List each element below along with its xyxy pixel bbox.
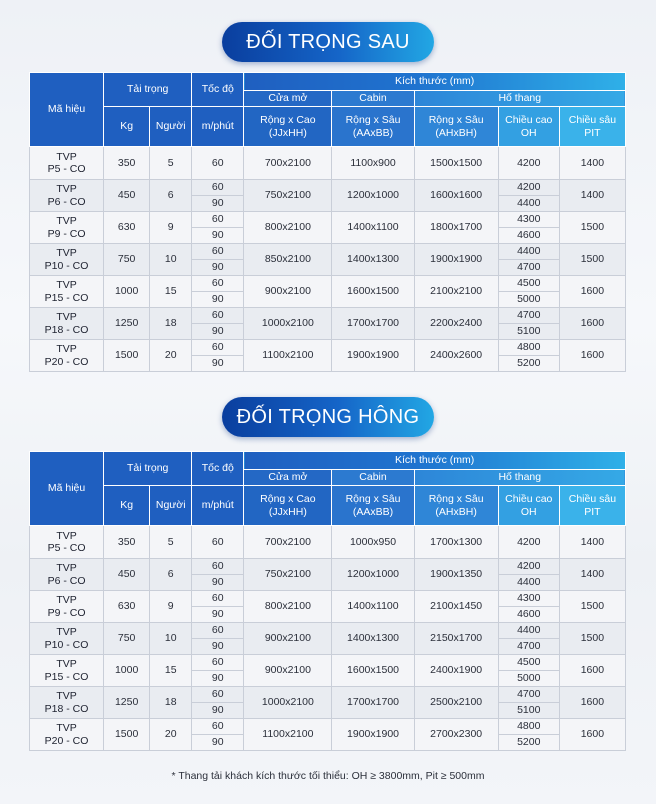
col-header-cabin-size [332, 107, 414, 147]
model-line1: TVP [56, 343, 77, 356]
cell-kg: 630 [104, 212, 150, 244]
cell-kg: 1000 [104, 655, 150, 687]
cell-overhead: 4400 [498, 196, 559, 212]
cell-overhead: 4600 [498, 607, 559, 623]
table-row [30, 559, 626, 575]
cabin-size-line2: (AAxBB) [352, 505, 394, 518]
cell-speed: 90 [192, 639, 244, 655]
cell-door-size: 1100x2100 [244, 719, 332, 751]
cell-cabin-size: 1400x1300 [332, 244, 414, 276]
col-header-door: Cửa mở [244, 470, 332, 486]
table-row [30, 276, 626, 292]
cell-overhead: 4200 [498, 147, 559, 180]
spec-table-side-counterweight [29, 451, 626, 751]
cell-cabin-size: 1700x1700 [332, 308, 414, 340]
cell-model [30, 526, 104, 559]
pit-line2: PIT [584, 126, 601, 139]
model-line1: TVP [56, 247, 77, 260]
cell-pit: 1500 [559, 212, 625, 244]
cell-door-size: 850x2100 [244, 244, 332, 276]
cell-pit: 1600 [559, 276, 625, 308]
cell-pit: 1400 [559, 526, 625, 559]
cell-persons: 9 [150, 212, 192, 244]
cell-speed: 60 [192, 623, 244, 639]
cell-kg: 1500 [104, 340, 150, 372]
cell-shaft-size: 2400x2600 [414, 340, 498, 372]
cell-kg: 1500 [104, 719, 150, 751]
model-line1: TVP [56, 529, 77, 542]
cell-overhead: 4800 [498, 719, 559, 735]
cell-speed: 90 [192, 228, 244, 244]
door-size-line2: (JJxHH) [268, 505, 307, 518]
model-line1: TVP [56, 562, 77, 575]
cell-overhead: 4500 [498, 276, 559, 292]
model-line2: P10 - CO [44, 638, 89, 651]
shaft-size-line2: (AHxBH) [435, 126, 477, 139]
col-header-shaft-size [414, 486, 498, 526]
cell-door-size: 750x2100 [244, 180, 332, 212]
cell-shaft-size: 1500x1500 [414, 147, 498, 180]
table-row [30, 340, 626, 356]
cell-cabin-size: 1900x1900 [332, 340, 414, 372]
cell-shaft-size: 2100x2100 [414, 276, 498, 308]
model-line1: TVP [56, 279, 77, 292]
cell-shaft-size: 1700x1300 [414, 526, 498, 559]
model-line1: TVP [56, 150, 77, 163]
cell-overhead: 4600 [498, 228, 559, 244]
model-line2: P20 - CO [44, 355, 89, 368]
cell-overhead: 4300 [498, 591, 559, 607]
col-header-load: Tải trọng [104, 452, 192, 486]
table-row [30, 591, 626, 607]
overhead-line1: Chiều cao [505, 114, 553, 127]
cell-model [30, 180, 104, 212]
model-line1: TVP [56, 658, 77, 671]
cell-cabin-size: 1200x1000 [332, 180, 414, 212]
col-header-dimensions: Kích thước (mm) [244, 452, 626, 470]
cell-overhead: 4700 [498, 687, 559, 703]
model-line1: TVP [56, 594, 77, 607]
section-title-side-counterweight: ĐỐI TRỌNG HÔNG [222, 397, 434, 437]
cell-speed: 90 [192, 356, 244, 372]
cell-pit: 1600 [559, 687, 625, 719]
cell-overhead: 5100 [498, 324, 559, 340]
col-header-model: Mã hiệu [30, 73, 104, 147]
section-title-rear-counterweight: ĐỐI TRỌNG SAU [222, 22, 434, 62]
col-header-dimensions: Kích thước (mm) [244, 73, 626, 91]
overhead-line2: OH [520, 126, 537, 139]
cell-speed: 60 [192, 719, 244, 735]
cabin-size-line1: Rộng x Sâu [345, 493, 401, 506]
model-line2: P15 - CO [44, 291, 89, 304]
col-header-overhead [498, 107, 559, 147]
cell-persons: 10 [150, 244, 192, 276]
col-header-cabin-size [332, 486, 414, 526]
cell-speed: 60 [192, 212, 244, 228]
table-row [30, 212, 626, 228]
model-line2: P10 - CO [44, 259, 89, 272]
cell-door-size: 800x2100 [244, 591, 332, 623]
col-header-kg: Kg [104, 107, 150, 147]
model-line1: TVP [56, 626, 77, 639]
cell-overhead: 5000 [498, 292, 559, 308]
cell-overhead: 4200 [498, 559, 559, 575]
col-header-door-size [244, 486, 332, 526]
col-header-speed: Tốc độ [192, 452, 244, 486]
cell-persons: 6 [150, 559, 192, 591]
model-line2: P6 - CO [47, 195, 86, 208]
table-body [30, 526, 626, 751]
header-row [30, 452, 626, 470]
model-line2: P18 - CO [44, 702, 89, 715]
cell-cabin-size: 1400x1100 [332, 212, 414, 244]
overhead-line1: Chiều cao [505, 493, 553, 506]
cell-model [30, 276, 104, 308]
cell-overhead: 4200 [498, 526, 559, 559]
cell-model [30, 623, 104, 655]
col-header-load: Tải trọng [104, 73, 192, 107]
cell-pit: 1400 [559, 180, 625, 212]
cell-shaft-size: 2700x2300 [414, 719, 498, 751]
cell-cabin-size: 1400x1300 [332, 623, 414, 655]
col-header-m-per-min: m/phút [192, 486, 244, 526]
cell-persons: 18 [150, 687, 192, 719]
model-line2: P6 - CO [47, 574, 86, 587]
header-row [30, 486, 626, 526]
cell-model [30, 244, 104, 276]
col-header-kg: Kg [104, 486, 150, 526]
table-row [30, 180, 626, 196]
cell-speed: 60 [192, 687, 244, 703]
cell-overhead: 4500 [498, 655, 559, 671]
table-row [30, 719, 626, 735]
cell-door-size: 900x2100 [244, 276, 332, 308]
cell-speed: 60 [192, 655, 244, 671]
col-header-shaft: Hố thang [414, 470, 625, 486]
door-size-line1: Rộng x Cao [260, 114, 316, 127]
cell-shaft-size: 2500x2100 [414, 687, 498, 719]
table-row [30, 244, 626, 260]
door-size-line1: Rộng x Cao [260, 493, 316, 506]
cell-cabin-size: 1100x900 [332, 147, 414, 180]
cell-door-size: 900x2100 [244, 623, 332, 655]
cell-door-size: 1000x2100 [244, 687, 332, 719]
cell-shaft-size: 1900x1350 [414, 559, 498, 591]
shaft-size-line1: Rộng x Sâu [428, 114, 484, 127]
cell-shaft-size: 2400x1900 [414, 655, 498, 687]
table-header [30, 452, 626, 526]
cell-speed: 90 [192, 671, 244, 687]
cell-cabin-size: 1000x950 [332, 526, 414, 559]
col-header-model: Mã hiệu [30, 452, 104, 526]
cell-persons: 5 [150, 526, 192, 559]
cell-kg: 450 [104, 559, 150, 591]
cell-persons: 18 [150, 308, 192, 340]
cell-door-size: 1100x2100 [244, 340, 332, 372]
col-header-cabin: Cabin [332, 91, 414, 107]
cell-speed: 90 [192, 703, 244, 719]
col-header-persons: Người [150, 486, 192, 526]
cell-speed: 90 [192, 324, 244, 340]
cell-speed: 60 [192, 526, 244, 559]
model-line1: TVP [56, 183, 77, 196]
cell-shaft-size: 2100x1450 [414, 591, 498, 623]
cell-pit: 1400 [559, 147, 625, 180]
col-header-cabin: Cabin [332, 470, 414, 486]
cell-model [30, 212, 104, 244]
cell-shaft-size: 1800x1700 [414, 212, 498, 244]
cell-shaft-size: 1600x1600 [414, 180, 498, 212]
cell-persons: 20 [150, 719, 192, 751]
cell-kg: 750 [104, 244, 150, 276]
cell-speed: 60 [192, 308, 244, 324]
cell-speed: 60 [192, 340, 244, 356]
cell-persons: 20 [150, 340, 192, 372]
cell-door-size: 1000x2100 [244, 308, 332, 340]
cell-model [30, 591, 104, 623]
cell-speed: 60 [192, 276, 244, 292]
table-row [30, 308, 626, 324]
cabin-size-line2: (AAxBB) [352, 126, 394, 139]
col-header-speed: Tốc độ [192, 73, 244, 107]
cell-model [30, 687, 104, 719]
cell-speed: 60 [192, 559, 244, 575]
cell-cabin-size: 1200x1000 [332, 559, 414, 591]
cell-door-size: 900x2100 [244, 655, 332, 687]
header-row [30, 107, 626, 147]
cell-kg: 1000 [104, 276, 150, 308]
cell-shaft-size: 2150x1700 [414, 623, 498, 655]
table-body [30, 147, 626, 372]
cell-door-size: 700x2100 [244, 147, 332, 180]
cell-cabin-size: 1700x1700 [332, 687, 414, 719]
cell-kg: 350 [104, 147, 150, 180]
cell-kg: 350 [104, 526, 150, 559]
header-row [30, 73, 626, 91]
pit-line1: Chiều sâu [568, 114, 617, 127]
cell-model [30, 147, 104, 180]
pit-line1: Chiều sâu [568, 493, 617, 506]
cell-overhead: 4700 [498, 639, 559, 655]
model-line2: P15 - CO [44, 670, 89, 683]
cabin-size-line1: Rộng x Sâu [345, 114, 401, 127]
cell-speed: 90 [192, 575, 244, 591]
cell-speed: 90 [192, 196, 244, 212]
overhead-line2: OH [520, 505, 537, 518]
model-line1: TVP [56, 215, 77, 228]
pit-line2: PIT [584, 505, 601, 518]
cell-overhead: 4800 [498, 340, 559, 356]
cell-pit: 1600 [559, 655, 625, 687]
cell-speed: 60 [192, 180, 244, 196]
col-header-overhead [498, 486, 559, 526]
cell-door-size: 750x2100 [244, 559, 332, 591]
cell-kg: 1250 [104, 308, 150, 340]
col-header-shaft-size [414, 107, 498, 147]
cell-cabin-size: 1900x1900 [332, 719, 414, 751]
cell-model [30, 340, 104, 372]
cell-speed: 90 [192, 735, 244, 751]
cell-overhead: 4400 [498, 575, 559, 591]
table-row [30, 147, 626, 180]
model-line1: TVP [56, 311, 77, 324]
col-header-pit [559, 486, 625, 526]
table-row [30, 687, 626, 703]
col-header-m-per-min: m/phút [192, 107, 244, 147]
table-header [30, 73, 626, 147]
model-line2: P18 - CO [44, 323, 89, 336]
cell-speed: 90 [192, 292, 244, 308]
cell-pit: 1600 [559, 340, 625, 372]
cell-kg: 750 [104, 623, 150, 655]
cell-overhead: 4400 [498, 244, 559, 260]
cell-model [30, 308, 104, 340]
cell-door-size: 800x2100 [244, 212, 332, 244]
cell-overhead: 4700 [498, 308, 559, 324]
cell-pit: 1600 [559, 719, 625, 751]
cell-shaft-size: 1900x1900 [414, 244, 498, 276]
model-line1: TVP [56, 690, 77, 703]
cell-overhead: 5200 [498, 735, 559, 751]
cell-overhead: 4200 [498, 180, 559, 196]
cell-door-size: 700x2100 [244, 526, 332, 559]
cell-speed: 60 [192, 244, 244, 260]
model-line1: TVP [56, 722, 77, 735]
cell-speed: 90 [192, 607, 244, 623]
model-line2: P5 - CO [47, 542, 86, 554]
cell-overhead: 4700 [498, 260, 559, 276]
cell-kg: 450 [104, 180, 150, 212]
cell-pit: 1500 [559, 591, 625, 623]
model-line2: P9 - CO [47, 606, 86, 619]
cell-model [30, 655, 104, 687]
table-row [30, 623, 626, 639]
cell-kg: 630 [104, 591, 150, 623]
cell-overhead: 4400 [498, 623, 559, 639]
cell-speed: 60 [192, 591, 244, 607]
cell-shaft-size: 2200x2400 [414, 308, 498, 340]
cell-overhead: 5100 [498, 703, 559, 719]
col-header-pit [559, 107, 625, 147]
door-size-line2: (JJxHH) [268, 126, 307, 139]
cell-overhead: 5000 [498, 671, 559, 687]
cell-persons: 15 [150, 655, 192, 687]
cell-model [30, 559, 104, 591]
cell-persons: 6 [150, 180, 192, 212]
model-line2: P9 - CO [47, 227, 86, 240]
cell-cabin-size: 1600x1500 [332, 655, 414, 687]
cell-cabin-size: 1600x1500 [332, 276, 414, 308]
footnote: * Thang tải khách kích thước tối thiểu: OH ≥ 3800mm, Pit ≥ 500mm [171, 770, 485, 782]
col-header-persons: Người [150, 107, 192, 147]
col-header-shaft: Hố thang [414, 91, 625, 107]
cell-persons: 15 [150, 276, 192, 308]
cell-speed: 90 [192, 260, 244, 276]
model-line2: P20 - CO [44, 734, 89, 747]
cell-speed: 60 [192, 147, 244, 180]
col-header-door-size [244, 107, 332, 147]
cell-pit: 1600 [559, 308, 625, 340]
table-row [30, 526, 626, 559]
cell-pit: 1500 [559, 244, 625, 276]
model-line2: P5 - CO [47, 163, 86, 175]
cell-persons: 5 [150, 147, 192, 180]
cell-pit: 1400 [559, 559, 625, 591]
cell-persons: 9 [150, 591, 192, 623]
cell-persons: 10 [150, 623, 192, 655]
cell-model [30, 719, 104, 751]
table-row [30, 655, 626, 671]
cell-pit: 1500 [559, 623, 625, 655]
cell-cabin-size: 1400x1100 [332, 591, 414, 623]
shaft-size-line2: (AHxBH) [435, 505, 477, 518]
spec-table-rear-counterweight [29, 72, 626, 372]
col-header-door: Cửa mở [244, 91, 332, 107]
cell-overhead: 5200 [498, 356, 559, 372]
cell-overhead: 4300 [498, 212, 559, 228]
cell-kg: 1250 [104, 687, 150, 719]
shaft-size-line1: Rộng x Sâu [428, 493, 484, 506]
